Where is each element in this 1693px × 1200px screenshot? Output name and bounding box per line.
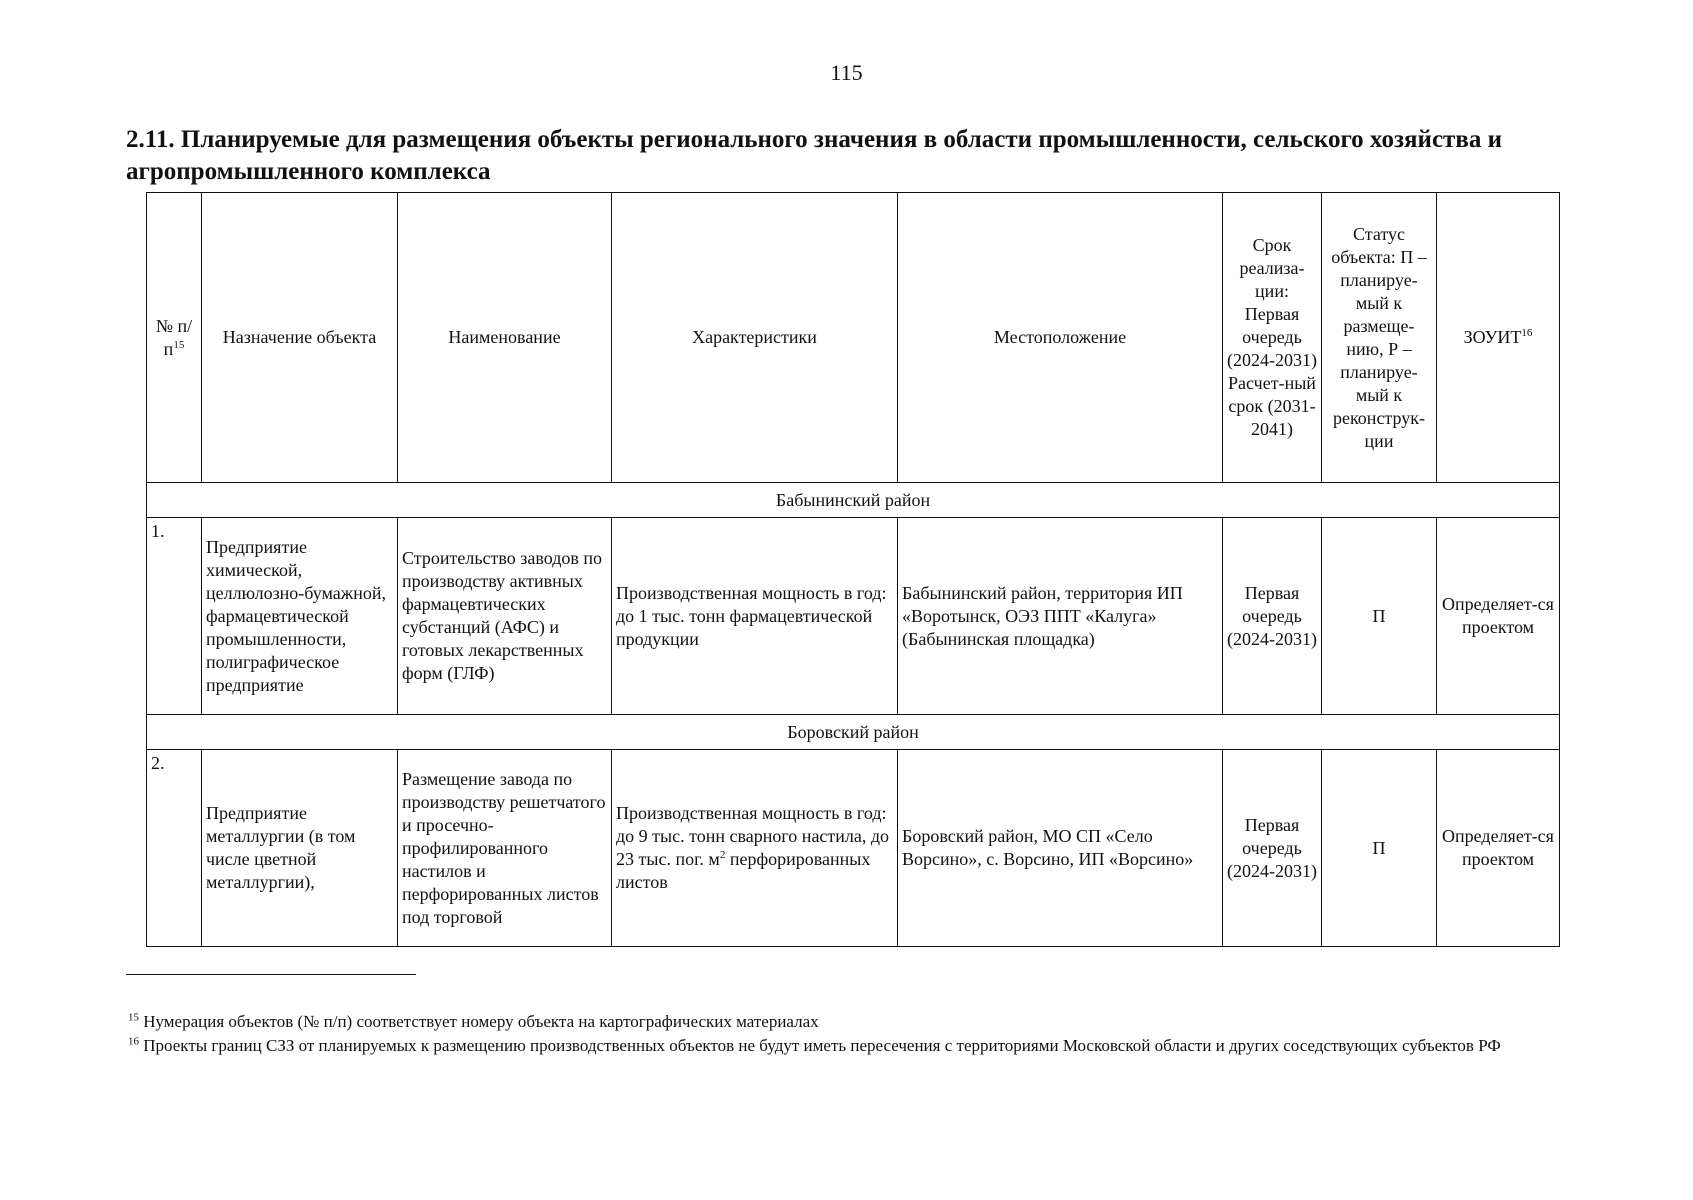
footnotes [128,1010,1580,1058]
row-location: Боровский район, МО СП «Село Ворсино», с. Ворсино, ИП «Ворсино» [898,750,1223,947]
row-zouit: Определяет-ся проектом [1437,518,1560,715]
header-name: Наименование [398,193,612,483]
table-row [147,750,1560,947]
district-row-borovsky [147,715,1560,750]
row-zouit: Определяет-ся проектом [1437,750,1560,947]
footnote-15: $^{15}$ Нумерация объектов (№ п/п) соответствует номеру объекта на картографических материалах [128,1011,819,1031]
header-characteristics: Характеристики [612,193,898,483]
row-number: 1. [147,518,202,715]
district-row-babyninsky [147,483,1560,518]
header-purpose: Назначение объекта [202,193,398,483]
header-number: № $п/п^{15}$ [147,193,202,483]
row-number: 2. [147,750,202,947]
footnote-16: $^{16}$ Проекты границ СЗЗ от планируемых к размещению производственных объектов не будут иметь пересечения с территориями Московской области и других соседствующих субъектов РФ [128,1035,1501,1055]
row-purpose: Предприятие химической, целлюлозно-бумажной, фармацевтической промышленности, полиграфическое предприятие [202,518,398,715]
row-term: Первая очередь (2024-2031) [1223,518,1322,715]
row-term: Первая очередь (2024-2031) [1223,750,1322,947]
row-status: П [1322,750,1437,947]
row-characteristics: Производственная мощность в год: до 1 тыс. тонн фармацевтической продукции [612,518,898,715]
row-location: Бабынинский район, территория ИП «Воротынск, ОЭЗ ППТ «Калуга» (Бабынинская площадка) [898,518,1223,715]
district-name: Бабынинский район [147,483,1560,518]
table-row [147,518,1560,715]
page-number: 115 [830,60,863,85]
table-header-row [147,193,1560,483]
header-zouit: ЗОУИТ$^{16}$ [1437,193,1560,483]
footnote-separator [126,974,416,975]
section-title: 2.11. Планируемые для размещения объекты регионального значения в области промышленности, сельского хозяйства и агропромышленного комплекса [126,126,1502,185]
header-location: Местоположение [898,193,1223,483]
header-status: Статус объекта: П – планируе-мый к размеще-нию, Р – планируе-мый к реконструк-ции [1322,193,1437,483]
header-term: Срок реализа-ции: Первая очередь (2024-2031) Расчет-ный срок (2031-2041) [1223,193,1322,483]
row-name: Размещение завода по производству решетчатого и просечно-профилированного настилов и перфорированных листов под торговой [398,750,612,947]
row-purpose: Предприятие металлургии (в том числе цветной металлургии), [202,750,398,947]
objects-table [146,192,1560,947]
row-name: Строительство заводов по производству активных фармацевтических субстанций (АФС) и готовых лекарственных форм (ГЛФ) [398,518,612,715]
district-name: Боровский район [147,715,1560,750]
row-status: П [1322,518,1437,715]
row-characteristics: Производственная мощность в год: до 9 тыс. тонн сварного настила, до 23 тыс. пог. $м^2$ перфорированных листов [612,750,898,947]
